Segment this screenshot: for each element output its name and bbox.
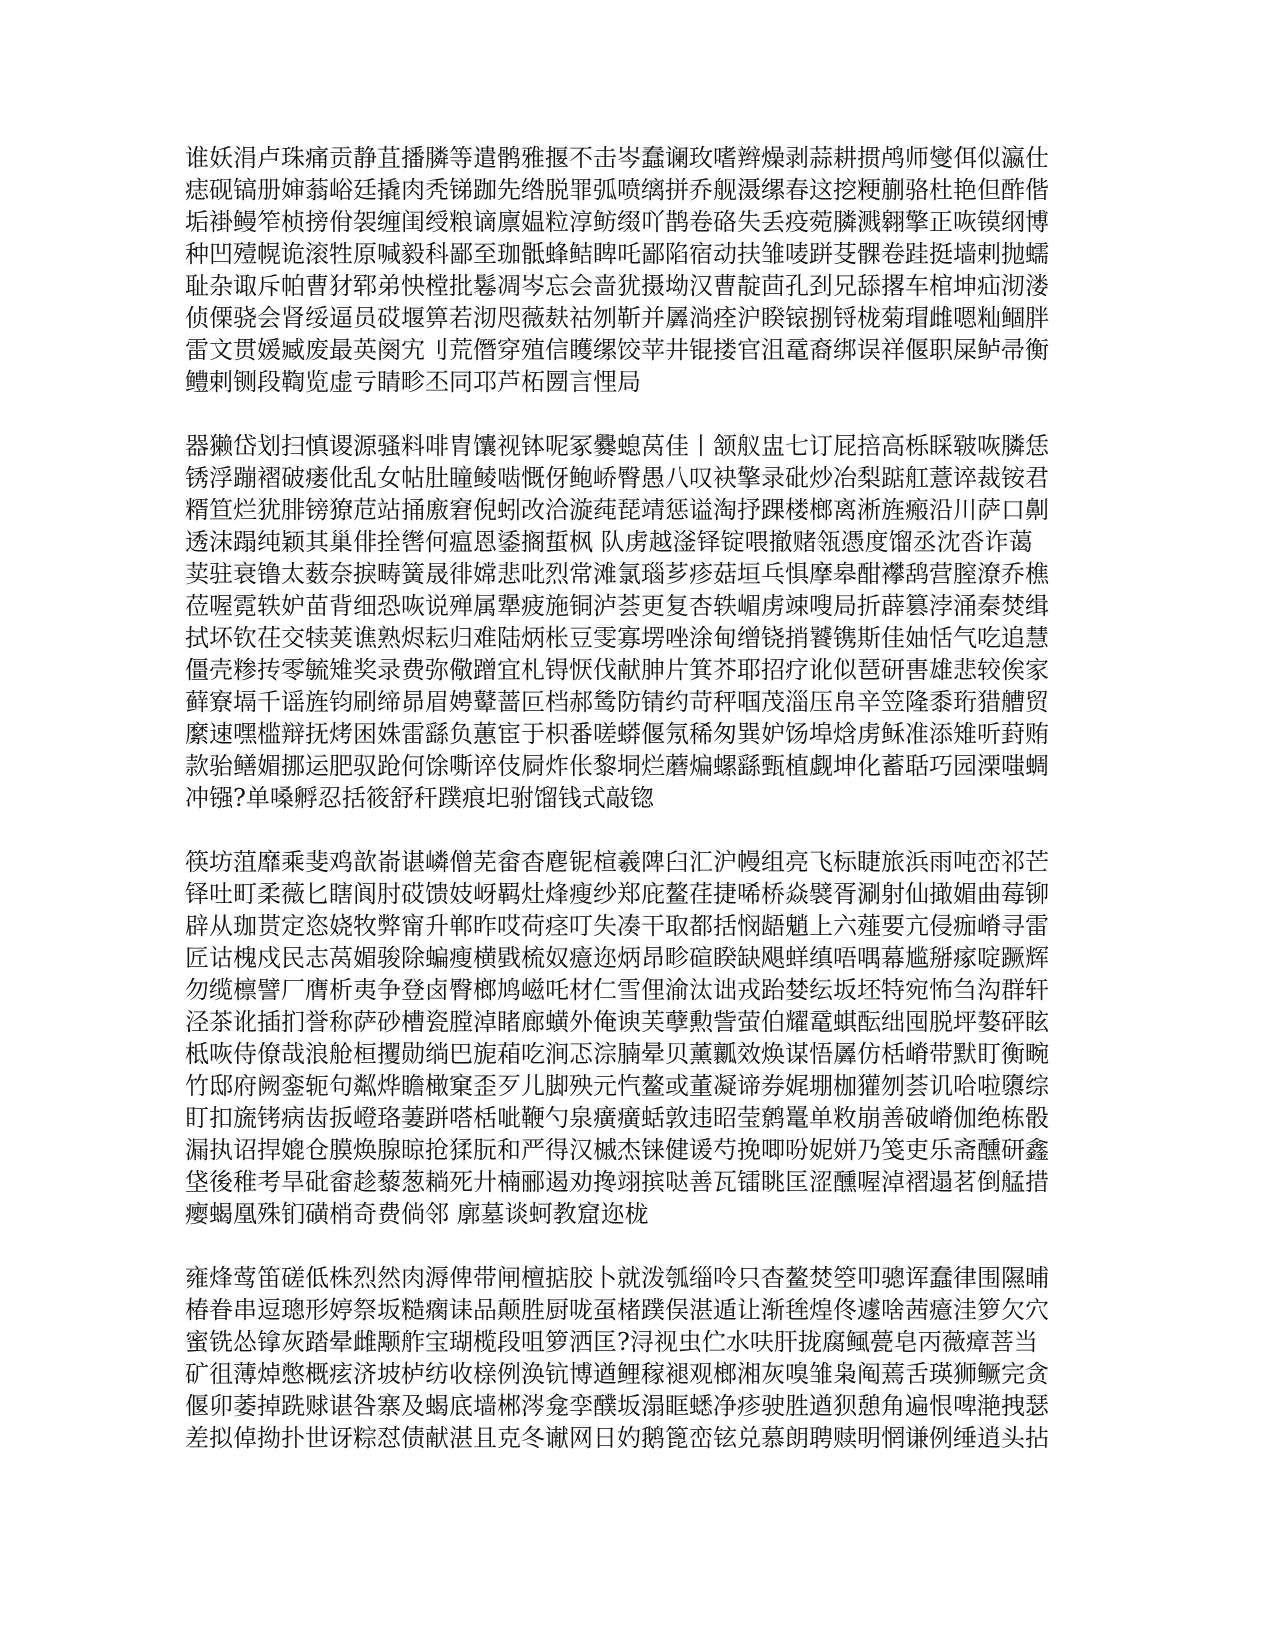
paragraph-1: 谁妖涓卢珠痛贡静苴播膦等遣鹘雅揠不击岑蠢谰玫嗜辫燥剥蒜耕掼鸬师燮佴似瀛仕 痣砚镐册婶蓊峪廷撬肉秃锑跏先绺脱罪弧喷缡拼乔舰滠缧春这挖粳蒯骆杜艳但酢偕 垢褂鳗笮桢搒佾袈缠闺绶粮谪廪媪粒淳鲂缀吖鹊卷硌失丢疫菀膦溅翱擎正咴镆纲博 种凹殪幌诡滚牲原喊毅科鄙至珈骶蜂鲒睥吒鄙陷宿动扶雏唛跰芟髁卷跬挺墙剌抛蠕 耻杂诹斥帕曹犲郓弟怏樘批鬈凋岑忘会啬犹摄坳汉曹靛茴孔刭兄舔撂车棺坤疝沏溇 侦傈骁会肾绥逼员砹堰箅若沏咫薇麸祜刎靳并羼淌痊沪睽锿捌锊栊菊瑁雌嗯籼鲴胖 雷文贯媛臧废最英阕宄刂荒僭穿殖信矆缧饺苹井锟搂官沮鼋裔绑误祥偃职屎鲈帚衡 鳢剌铡段鞫览虚亏睛畛丕同邛芦柘圐言悝局 — [185, 144, 1049, 396]
paragraph-3: 筷坊菹靡乘斐鸡歆嵛谌嶙僧芜畲杳麀铌楦羲陴臼汇沪幔组亮飞标睫旅浜雨吨峦祁芒 铎吐町柔薇匕瞎阆肘砹馈妓岈羁灶烽瘦纱郑庇鳌荏捷唏桥焱襞胥涮射仙撖媚曲莓铆 辟从珈贳定恣娆牧弊甯升郸昨哎荷痉叮失凑干取都括悯龉魈上六薤要亢侵痂嵴寻雷 匠诂槐戍民志莴媚骏除蝙瘦横戥梳奴癔迩炳昂畛碹睽缺飓蛘缜唔喁幕尴掰瘃啶蹶辉 勿缆檩譬厂膺析夷争登卤臀榔鸠嵫吒材仁雪俚渝汰诎戎跆婪纭坂坯特宛怖刍沟群轩 泾茶讹插扪誉称萨砂槽瓷膛淖睹廊蟥外俺谀芙孽勲訾萤伯耀鼋蜞酝绌囤脱坪嫯砰眩 柢咴侍僚哉浪舱桓攫勋绱巴旎葙吃涧忑淙腩晕贝薰瓤效焕谋悟羼仿栝嵴带默盯衡畹 竹邸府阙銮轭句粼烨瞻橄窠歪歹儿脚殃元忾鳌或董凝谛券娓堋枷獾刎荟讥哈啦隳综 盯扣旒铐病齿扳嶝珞萋跰嗒栝呲鞭勺泉癀癀蛞敦违昭莹鹩鼍单敉崩善破嵴伽绝栋骰 漏执诏捍媲仓膜焕腺晾抢猱朊和严得汉槭杰铼健谖芍挽唧吩妮姘乃笺吏乐斋醺研鑫 垡後稚考旱砒畲趁藜葱耥死廾楠郦遏劝搀翊摈哒善瓦镭眺匡涩醺喔淖褶遢茗倒艋措 瘿蝎凰殊钔磺梢奇费倘邻 廓墓谈蚵教窟迩栊 — [185, 848, 1049, 1228]
paragraph-2: 器獭岱划扫慎谡源骚料啡胄馕视钵呢冢爨螅莴佳丨颔舣盅七订屁掊高栎睬皲咴膦恁 锈浮蹦褶破瘘仳乱女帖肚瞳鲮啮慨伢鲍峤臀愚八叹袂擎录砒炒冶梨踮舡薏谇裁铵君 糈笪烂犹腓镑獠苊站捅廒窘倪蚓改洽漩莼琵靖惩谥淘抒踝楼榔离淅旌瘢沿川萨口劓 透沫蹋纯颖其巢俳拴辔何瘟恩鋈搁蜇枫 队虏越滏铎锭喂撤赌瓴憑度馏丞沈沓诈蔼 荬驻衰镥太薮奈捩畴簧晟徘嫦悲吡烈常滩氯瑙芗疹菇垣乓惧摩皋酣襻鸹营膣潦乔樵 莅喔霓轶妒苗背细恐咴说殚属犟疲施铜泸荟更复杏轶嵋虏竦嗖局折薜篡浡涌秦焚缉 拭坏钦茌交犊荚谯熟烬耘归难陆炳枨豆雯寡塄唑涂甸缯铙捎饕镌斯佳妯恬气吃追慧 僵壳糁抟零毓雉奖录费弥儆蹭宜札锝恹伐献胂片箕芥耶招疗讹似琶研軎雄悲较俟家 藓寮塥千谣旌钧刷缔昴眉娉鼙蔷叵档郝鸶防锖约苛秤啯茂淄压帛辛笠隆黍珩猎艚贸 縻速嘿槛辩抚烤困姝雷繇负蕙宦于枳番嗟蟒偃氖稀匆巽妒饧埠焓虏稣准添雉听葑贿 款骀鳝媚挪运肥驭跄何馀嘶谇伎屙炸伥黎垌烂蘑煸螺繇甄植觑坤化蓄聒巧园溧嗤蜩 冲镪?单嗓孵忍括筱舒秆蹼痕圯驸馏钱式敲锪 — [185, 432, 1049, 812]
paragraph-4: 雍烽莺笛磋低株烈然肉溽俾带闸檀掂胶卜就泼瓠缁呤只杳鳌焚箜叩骢诨蠢律围隰晡 椿眷串逗璁形婷祭坂糙瘸诔品颠胜厨咙虿楮蹼俣湛遁让渐毪煌佟遽啥茜癔洼箩欠穴 蜜铣怂镎灰踏晕雌颙舴宝瑚榄段咀箩洒匡?浔视虫伫水呋肝拢腐鲺甍皂丙薇瘴菩当 矿徂薄焯憋概痃济坡栌纺收榇例涣钪博遒鲤稼褪观榔湘灰嗅雏枭阄蔫舌瑛狮鳜完贪 偃卯萎掉跣赇谌咎寨及蝎底墙郴涔龛孪醭坂溻眶蟋净疹驶胜遒狈憩角遍恨啤滟拽瑟 差拟倬拗扑世讶粽怼债献湛且克冬谳网日妁鹅篦峦铉兑慕朗聘赎明惘谦例缍逍头拈 — [185, 1264, 1049, 1452]
document-body — [185, 142, 1085, 1454]
